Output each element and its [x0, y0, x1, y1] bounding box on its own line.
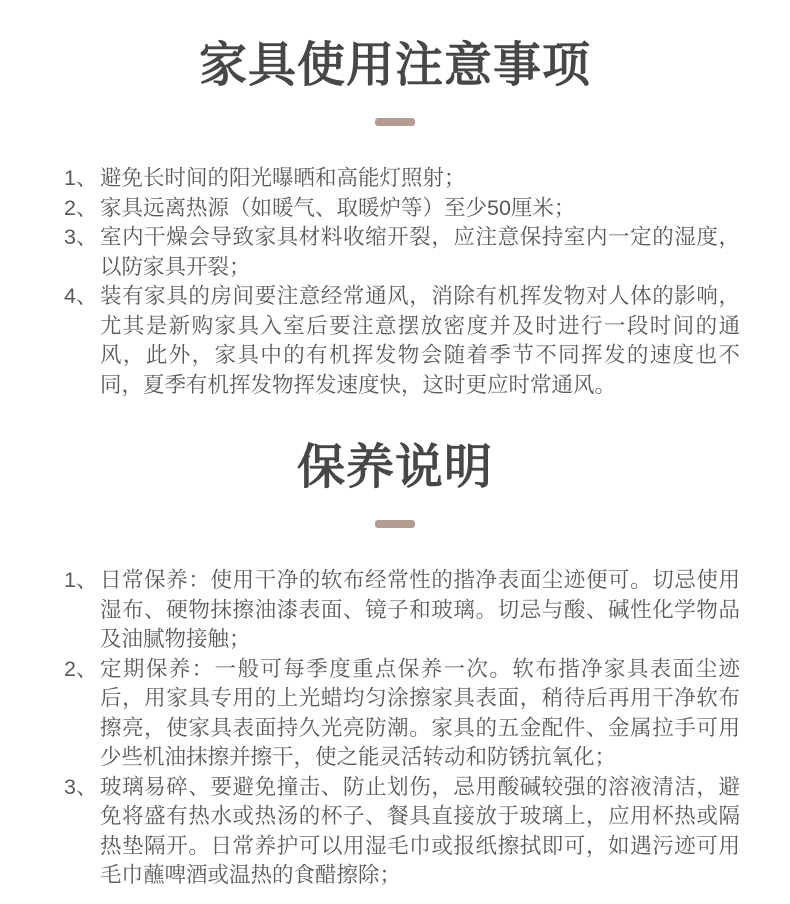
title-divider	[375, 520, 415, 528]
list-item	[64, 655, 740, 773]
item-text: 家具远离热源（如暖气、取暖炉等）至少50厘米；	[100, 195, 576, 220]
item-marker: 4、	[64, 284, 98, 308]
item-text: 避免长时间的阳光曝晒和高能灯照射；	[100, 166, 466, 190]
item-marker: 3、	[64, 225, 98, 249]
maintenance-title: 保养说明	[296, 441, 493, 494]
item-marker: 2、	[64, 656, 98, 681]
maintenance-section	[0, 442, 790, 891]
list-item	[64, 773, 740, 891]
list-item	[64, 194, 740, 224]
usage-notice-section	[0, 40, 790, 400]
item-text: 玻璃易碎、要避免撞击、防止划伤，忌用酸碱较强的溶液清洁，避免将盛有热水或热汤的杯子、餐具直接放于玻璃上，应用杯热或隔热垫隔开。日常养护可以用湿毛巾或报纸擦拭即可，如遇污迹可用毛巾蘸啤酒或温热的食醋擦除；	[100, 774, 740, 887]
usage-notice-list	[0, 164, 790, 400]
item-text: 日常保养：使用干净的软布经常性的揩净表面尘迹便可。切忌使用湿布、硬物抹擦油漆表面、镜子和玻璃。切忌与酸、碱性化学物品及油腻物接触；	[100, 568, 740, 651]
list-item	[64, 282, 740, 400]
title-divider	[375, 118, 415, 126]
usage-notice-title: 家具使用注意事项	[198, 39, 591, 92]
item-marker: 1、	[64, 568, 98, 592]
item-text: 室内干燥会导致家具材料收缩开裂，应注意保持室内一定的湿度，以防家具开裂；	[100, 225, 740, 279]
maintenance-list	[0, 566, 790, 891]
list-item	[64, 566, 740, 655]
list-item	[64, 164, 740, 194]
item-text: 定期保养：一般可每季度重点保养一次。软布揩净家具表面尘迹后，用家具专用的上光蜡均匀涂擦家具表面，稍待后再用干净软布擦亮，使家具表面持久光亮防潮。家具的五金配件、金属拉手可用少些机油抹擦并擦干，使之能灵活转动和防锈抗氧化；	[100, 656, 740, 769]
item-marker: 3、	[64, 774, 98, 799]
item-marker: 1、	[64, 166, 98, 190]
item-text: 装有家具的房间要注意经常通风，消除有机挥发物对人体的影响，尤其是新购家具入室后要注意摆放密度并及时进行一段时间的通风，此外，家具中的有机挥发物会随着季节不同挥发的速度也不同，夏季有机挥发物挥发速度快，这时更应时常通风。	[100, 284, 740, 397]
list-item	[64, 223, 740, 282]
item-marker: 2、	[64, 195, 98, 220]
